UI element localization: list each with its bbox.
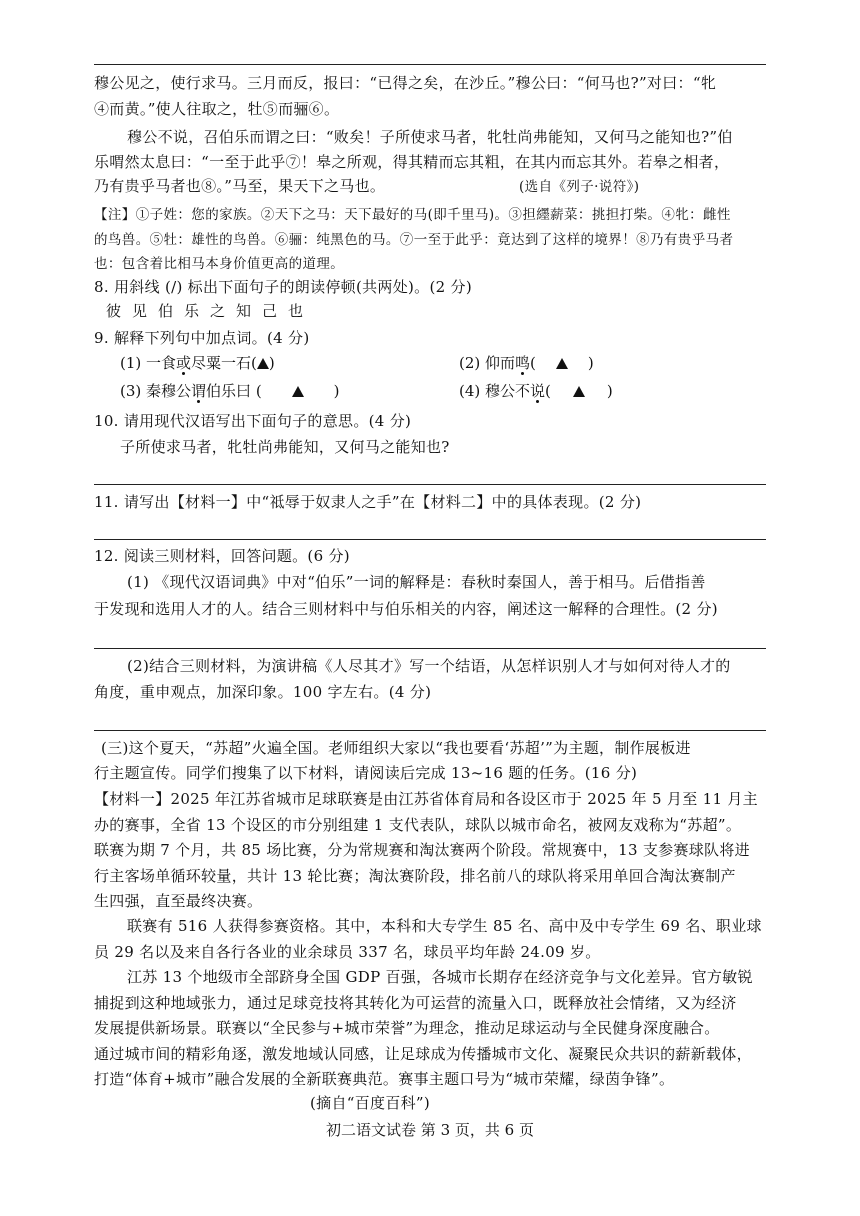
q9-item-1-dotted-word: 或 [176, 354, 192, 372]
q9-item-1-post: 尽粟一石( [191, 354, 257, 372]
passage-line-5: 乃有贵乎马者也⑧。”马至，果天下之马也。 [94, 177, 386, 195]
answer-blank-triangle-icon [292, 386, 304, 397]
q9-item-2-pre: (2) 仰而 [459, 354, 516, 372]
q9-item-1: (1) 一食或尽粟一石( ) [120, 354, 275, 372]
q9-item-2-dotted-word: 鸣 [515, 354, 531, 372]
q9-item-4-pre: (4) 穆公不 [459, 382, 531, 400]
notes-line-1: 【注】①子姓：您的家族。②天下之马：天下最好的马(即千里马)。③担纆薪菜：挑担打柴。④牝：雌性 [94, 207, 731, 223]
q12-part2-line-1: (2)结合三则材料，为演讲稿《人尽其才》写一个结语，从怎样识别人才与如何对待人才的 [127, 657, 731, 675]
q10-prompt: 10. 请用现代汉语写出下面句子的意思。(4 分) [94, 412, 412, 430]
material1-line-2: 办的赛事，全省 13 个设区的市分别组建 1 支代表队，球队以城市命名，被网友戏称为“苏超”。 [94, 816, 742, 834]
material1-line-7: 员 29 名以及来自各行各业的业余球员 337 名，球员平均年龄 24.09 岁。 [94, 943, 601, 961]
material1-line-6: 联赛有 516 人获得参赛资格。其中，本科和大专学生 85 名、高中及中专学生 69 名、职业球 [127, 917, 762, 935]
material1-line-3: 联赛为期 7 个月，共 85 场比赛，分为常规赛和淘汰赛两个阶段。常规赛中，13 支参赛球队将进 [94, 841, 750, 859]
material1-line-10: 发展提供新场景。联赛以“全民参与+城市荣誉”为理念，推动足球运动与全民健身深度融合。 [94, 1019, 720, 1037]
passage-line-4: 乐喟然太息曰：“一至于此乎⑦！皋之所观，得其精而忘其粗，在其内而忘其外。若皋之相者， [94, 153, 730, 171]
answer-blank-triangle-icon [573, 386, 585, 397]
q12-part1-line-1: (1) 《现代汉语词典》中对“伯乐”一词的解释是：春秋时秦国人，善于相马。后借指善 [127, 573, 706, 591]
material1-line-12: 打造“体育+城市”融合发展的全新联赛典范。赛事主题口号为“城市荣耀，绿茵争锋”。 [94, 1070, 675, 1088]
section3-intro-line-2: 行主题宣传。同学们搜集了以下材料，请阅读后完成 13~16 题的任务。(16 分) [94, 764, 638, 782]
answer-blank-triangle-icon [257, 358, 269, 369]
q9-item-3-post: 伯乐曰 ( [206, 382, 262, 400]
q12-prompt: 12. 阅读三则材料，回答问题。(6 分) [94, 547, 350, 565]
q9-item-3-dotted-word: 谓 [191, 382, 207, 400]
q9-item-3-pre: (3) 秦穆公 [120, 382, 192, 400]
q9-item-4: (4) 穆公不说( ) [459, 382, 613, 400]
q11-answer-line[interactable] [94, 539, 766, 540]
q9-item-2: (2) 仰而鸣( ) [459, 354, 594, 372]
notes-line-2: 的鸟兽。⑤牡：雄性的鸟兽。⑥骊：纯黑色的马。⑦一至于此乎：竟达到了这样的境界！⑧乃有贵乎马者 [94, 232, 734, 248]
material1-line-4: 行主客场单循环较量，共计 13 轮比赛；淘汰赛阶段，排名前八的球队将采用单回合淘汰赛制产 [94, 867, 736, 885]
material1-line-1: 【材料一】2025 年江苏省城市足球联赛是由江苏省体育局和各设区市于 2025 年 5 月至 11 月主 [94, 790, 758, 808]
material1-line-5: 生四强，直至最终决赛。 [94, 892, 263, 910]
page-footer: 初二语文试卷 第 3 页，共 6 页 [326, 1121, 534, 1139]
material1-line-9: 捕捉到这种地域张力，通过足球竞技将其转化为可运营的流量入口，既释放社会情绪，又为经济 [94, 994, 737, 1012]
material1-line-8: 江苏 13 个地级市全部跻身全国 GDP 百强，各城市长期存在经济竞争与文化差异。官方敏锐 [127, 968, 753, 986]
q9-item-3: (3) 秦穆公谓伯乐曰 ( ) [120, 382, 340, 400]
q9-prompt: 9. 解释下列句中加点词。(4 分) [94, 329, 310, 347]
notes-line-3: 也：包含着比相马本身价值更高的道理。 [94, 256, 345, 272]
q10-answer-line[interactable] [94, 484, 766, 485]
passage-source: (选自《列子·说符》) [519, 179, 640, 195]
material1-line-11: 通过城市间的精彩角逐，激发地域认同感，让足球成为传播城市文化、凝聚民众共识的薪新载体， [94, 1045, 752, 1063]
material1-source: (摘自“百度百科”) [310, 1094, 431, 1112]
q11-prompt: 11. 请写出【材料一】中“祗辱于奴隶人之手”在【材料二】中的具体表现。(2 分) [94, 493, 642, 511]
passage-line-1: 穆公见之，使行求马。三月而反，报曰：“已得之矣，在沙丘。”穆公曰：“何马也?”对曰：“牝 [94, 74, 717, 92]
q8-prompt: 8. 用斜线 (/) 标出下面句子的朗读停顿(共两处)。(2 分) [94, 278, 472, 296]
q12-part2-line-2: 角度，重申观点，加深印象。100 字左右。(4 分) [94, 683, 432, 701]
passage-line-3: 穆公不说，召伯乐而谓之曰：“败矣！子所使求马者，牝牡尚弗能知，又何马之能知也?”伯 [127, 128, 733, 146]
top-rule [94, 64, 766, 65]
section3-intro-line-1: (三)这个夏天，“苏超”火遍全国。老师组织大家以“我也要看‘苏超’”为主题，制作展板进 [101, 739, 691, 757]
q10-sentence: 子所使求马者，牝牡尚弗能知，又何马之能知也? [120, 438, 450, 456]
q12-part1-answer-line[interactable] [94, 648, 766, 649]
q12-part2-answer-line[interactable] [94, 730, 766, 731]
q12-part1-line-2: 于发现和选用人才的人。结合三则材料中与伯乐相关的内容，阐述这一解释的合理性。(2 分) [94, 600, 718, 618]
q9-item-1-pre: (1) 一食 [120, 354, 177, 372]
q9-item-4-dotted-word: 说 [530, 382, 546, 400]
passage-line-2: ④而黄。”使人往取之，牡⑤而骊⑥。 [94, 100, 340, 118]
q8-sentence: 彼见伯乐之知己也 [106, 302, 315, 320]
answer-blank-triangle-icon [556, 358, 568, 369]
